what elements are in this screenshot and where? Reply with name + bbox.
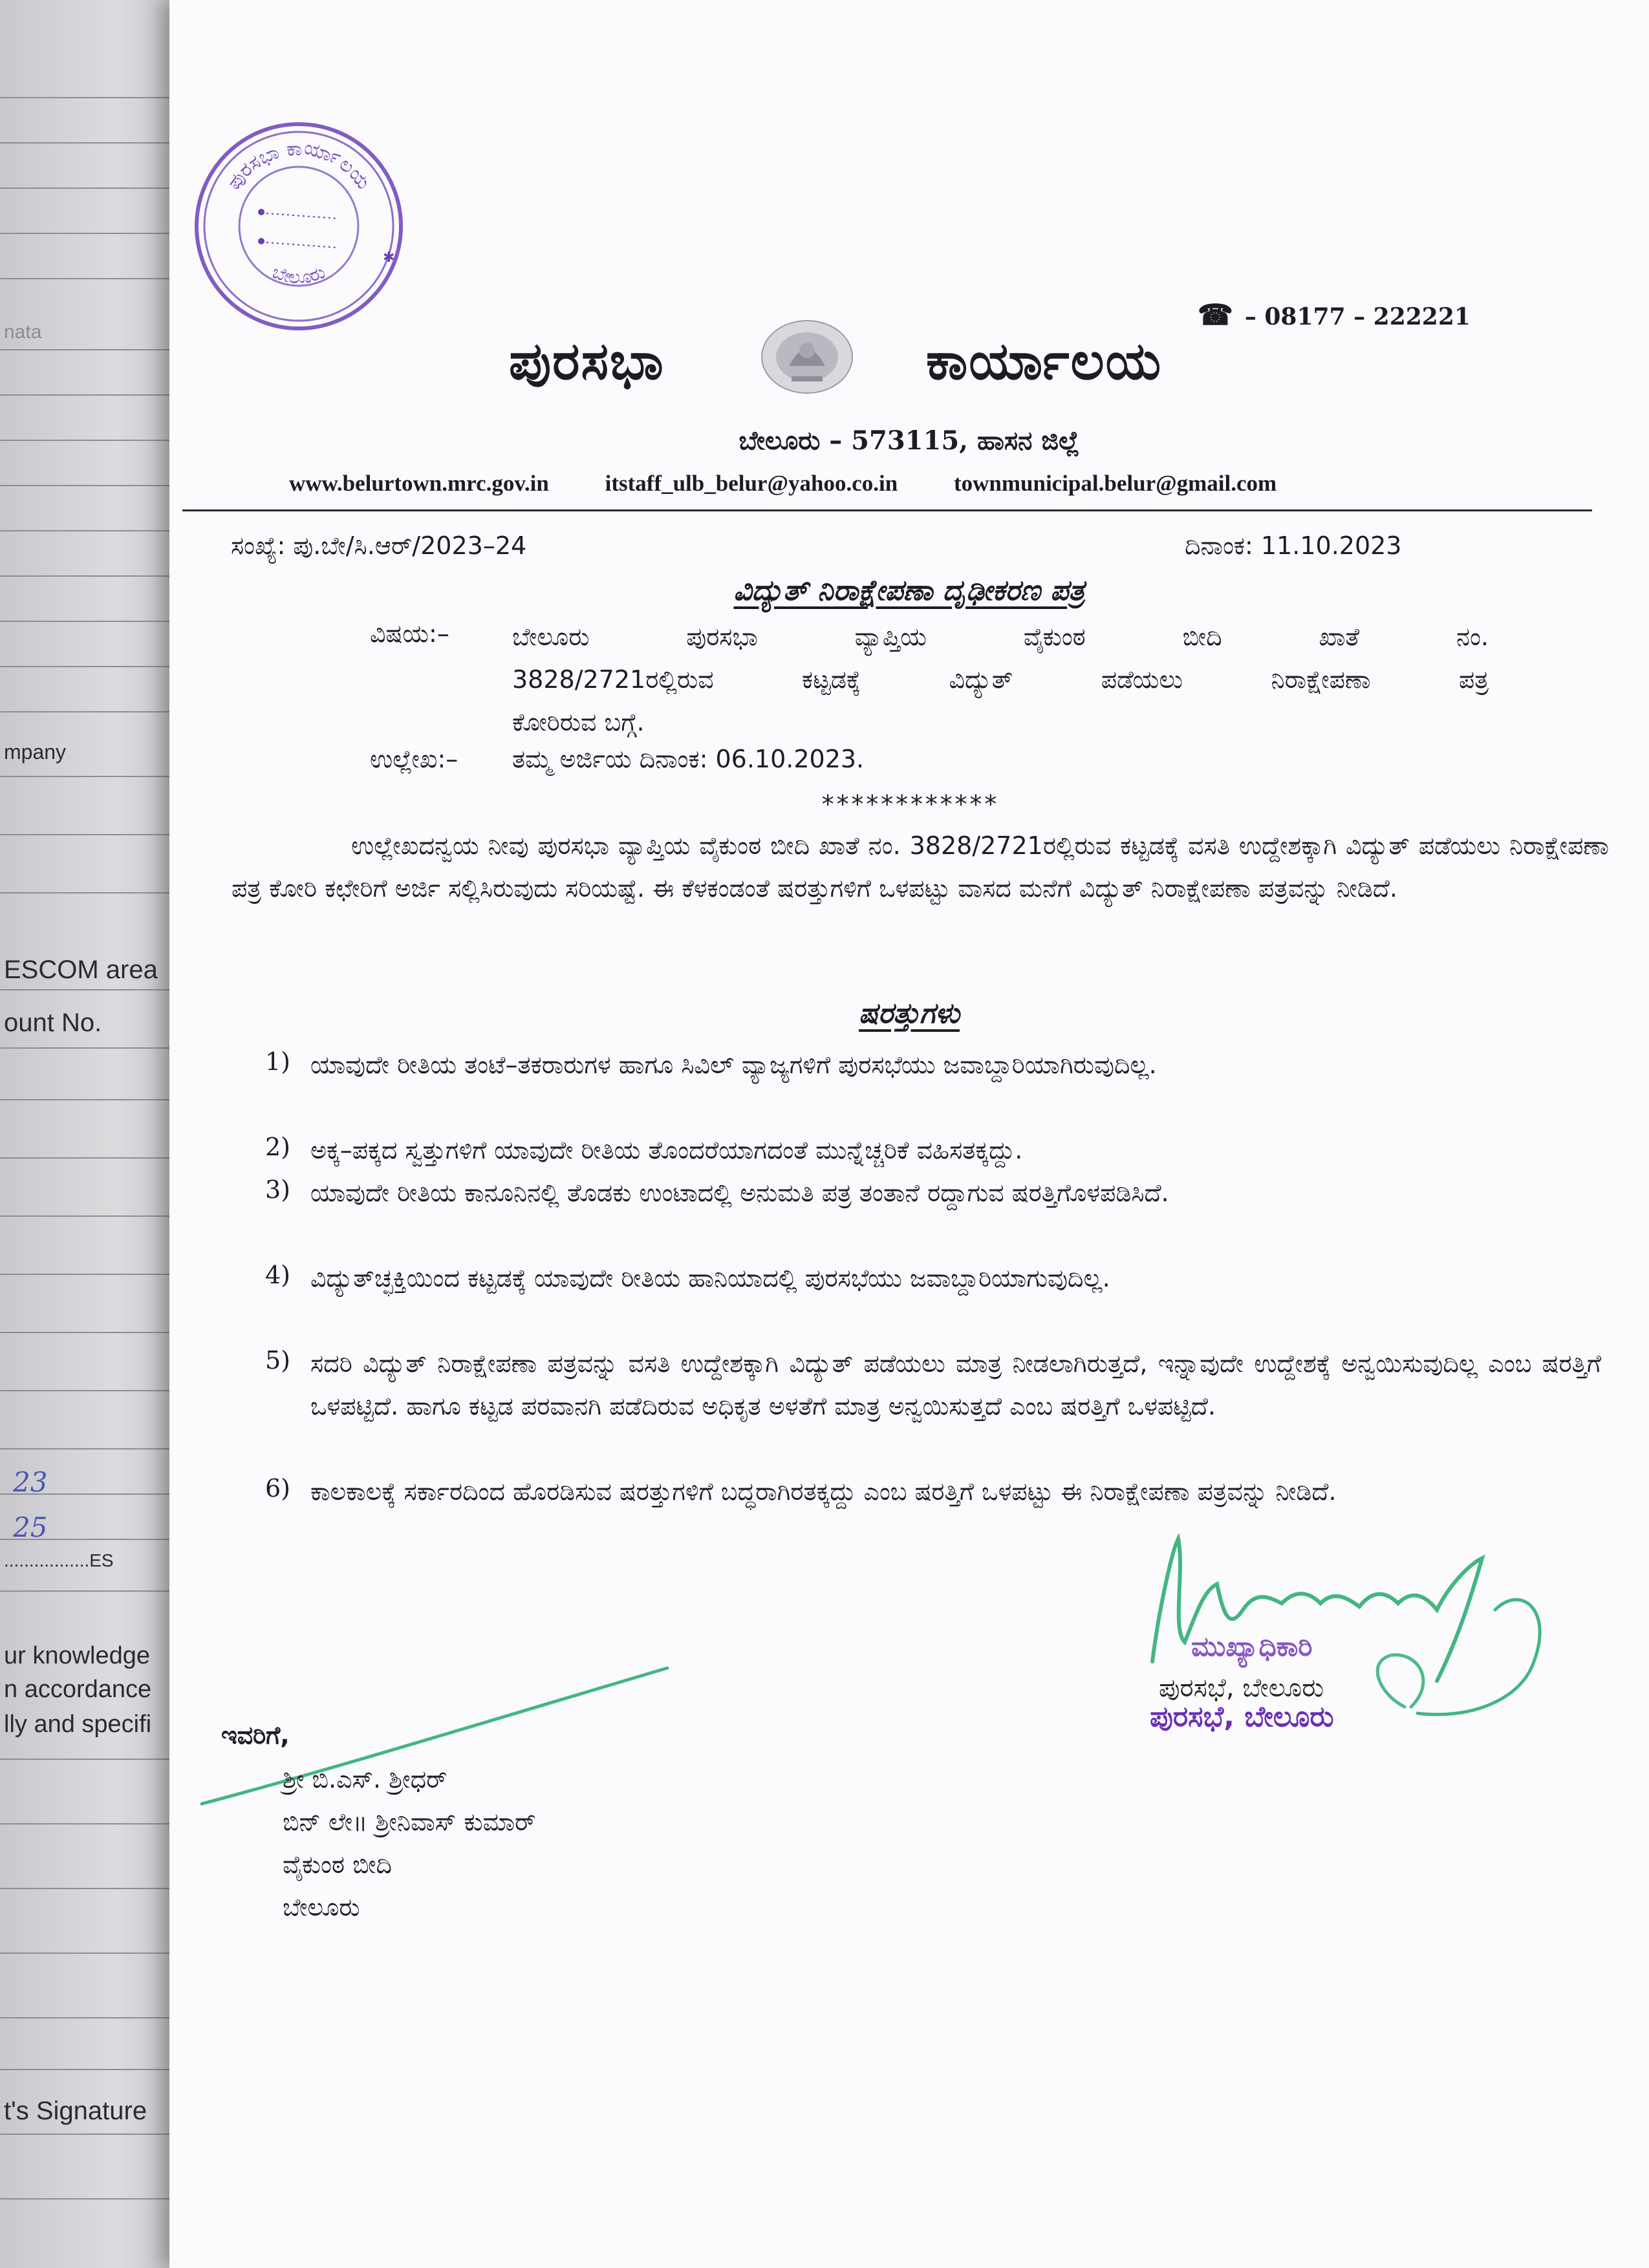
subject-line: ಬೇಲೂರು ಪುರಸಭಾ ವ್ಯಾಪ್ತಿಯ ವೈಕುಂಠ ಬೀದಿ ಖಾತೆ ನಂ. — [512, 623, 1489, 651]
header-divider — [182, 509, 1592, 511]
svg-text:ಪುರಸಭಾ ಕಾರ್ಯಾಲಯ — [222, 136, 374, 194]
conditions-heading: ಷರತ್ತುಗಳು — [859, 997, 960, 1030]
recipient-line: ಶ್ರೀ ಬಿ.ಎಸ್. ಶ್ರೀಧರ್ — [283, 1765, 447, 1793]
telephone-icon: ☎ — [1198, 299, 1233, 332]
condition-text: ಅಕ್ಕ–ಪಕ್ಕದ ಸ್ವತ್ತುಗಳಿಗೆ ಯಾವುದೇ ರೀತಿಯ ತೊಂದರೆಯಾಗದಂತೆ ಮುನ್ನೆಚ್ಚರಿಕೆ ವಹಿಸತಕ್ಕದ್ದು. — [310, 1136, 1023, 1164]
signatory-office-stamp: ಪುರಸಭೆ, ಬೇಲೂರು — [1150, 1700, 1334, 1733]
handwritten-number: 23 — [13, 1466, 48, 1498]
condition-text: ಸದರಿ ವಿದ್ಯುತ್ ನಿರಾಕ್ಷೇಪಣಾ ಪತ್ರವನ್ನು ವಸತಿ ಉದ್ದೇಶಕ್ಕಾಗಿ ವಿದ್ಯುತ್ ಪಡೆಯಲು ಮಾತ್ರ ನೀಡಲಾಗಿರುತ್ತದೆ, ಇನ್ನಾವುದೇ ಉದ್ದೇಶಕ್ಕೆ ಅನ್ವಯಿಸುವುದಿಲ್ಲ ಎಂಬ ಷರತ್ತಿಗೆ ಒಳಪಟ್ಟಿದೆ. ಹಾಗೂ ಕಟ್ಟಡ ಪರವಾನಗಿ ಪಡೆದಿರುವ ಅಧಿಕೃತ ಅಳತೆಗೆ ಮಾತ್ರ ಅನ್ವಯಿಸುತ್ತದೆ ಎಂಬ ಷರತ್ತಿಗೆ ಒಳಪಟ್ಟಿದೆ. — [310, 1349, 1601, 1420]
reference-text: ತಮ್ಮ ಅರ್ಜಿಯ ದಿನಾಂಕ: 06.10.2023. — [512, 745, 865, 773]
subject-line: ಕೋರಿರುವ ಬಗ್ಗೆ. — [512, 708, 645, 736]
recipient-line: ಬಿನ್ ಲೇ॥ ಶ್ರೀನಿವಾಸ್ ಕುಮಾರ್ — [283, 1808, 536, 1836]
sheet-fragment: n accordance — [4, 1676, 152, 1703]
state-emblem-icon — [759, 318, 855, 396]
subject-label: ವಿಷಯ:– — [370, 619, 449, 648]
recipient-label: ಇವರಿಗೆ, — [221, 1721, 290, 1749]
sheet-fragment: nata — [4, 321, 42, 343]
sheet-fragment: ESCOM area — [4, 956, 158, 984]
document-title: ವಿದ್ಯುತ್ ನಿರಾಕ್ಷೇಪಣಾ ದೃಢೀಕರಣ ಪತ್ರ — [733, 574, 1085, 607]
signatory-designation-stamp: ಮುಖ್ಯಾಧಿಕಾರಿ — [1191, 1631, 1313, 1662]
sheet-fragment: mpany — [4, 740, 67, 764]
condition-text: ಕಾಲಕಾಲಕ್ಕೆ ಸರ್ಕಾರದಿಂದ ಹೊರಡಿಸುವ ಷರತ್ತುಗಳಿಗೆ ಬದ್ಧರಾಗಿರತಕ್ಕದ್ದು ಎಂಬ ಷರತ್ತಿಗೆ ಒಳಪಟ್ಟು ಈ ನಿರಾಕ್ಷೇಪಣಾ ಪತ್ರವನ್ನು ನೀಡಿದೆ. — [310, 1477, 1337, 1506]
sheet-fragment: t's Signature — [4, 2097, 147, 2125]
condition-number: 4) — [265, 1261, 291, 1289]
website-link[interactable]: www.belurtown.mrc.gov.in — [289, 471, 549, 496]
condition-text: ಯಾವುದೇ ರೀತಿಯ ಕಾನೂನಿನಲ್ಲಿ ತೊಡಕು ಉಂಟಾದಲ್ಲಿ ಅನುಮತಿ ಪತ್ರ ತಂತಾನೆ ರದ್ದಾಗುವ ಷರತ್ತಿಗೊಳಪಡಿಸಿದೆ. — [310, 1179, 1169, 1207]
handwritten-number: 25 — [13, 1512, 48, 1543]
contact-links — [289, 471, 1327, 497]
sheet-fragment: .................ES — [4, 1550, 114, 1570]
condition-number: 2) — [265, 1133, 291, 1161]
svg-text:ಬೇಲೂರು — [270, 261, 328, 288]
sheet-fragment: ount No. — [4, 1009, 102, 1037]
address-district: ಹಾಸನ ಜಿಲ್ಲೆ — [977, 426, 1080, 456]
condition-text: ಯಾವುದೇ ರೀತಿಯ ತಂಟೆ–ತಕರಾರುಗಳ ಹಾಗೂ ಸಿವಿಲ್ ವ್ಯಾಜ್ಯಗಳಿಗೆ ಪುರಸಭೆಯು ಜವಾಬ್ದಾರಿಯಾಗಿರುವುದಿಲ್ಲ. — [310, 1051, 1157, 1079]
letter-date: ದಿನಾಂಕ: 11.10.2023 — [1185, 531, 1402, 560]
reference-number: ಸಂಖ್ಯೆ: ಪು.ಬೇ/ಸಿ.ಆರ್/2023–24 — [231, 531, 527, 560]
seal-bottom-text: ಬೇಲೂರು — [269, 261, 329, 288]
separator: ************ — [820, 790, 998, 818]
signatory-office: ಪುರಸಭೆ, ಬೇಲೂರು — [1159, 1673, 1324, 1703]
email-link-gmail[interactable]: townmunicipal.belur@gmail.com — [953, 471, 1277, 496]
svg-text:✱: ✱ — [383, 250, 395, 266]
phone-number: ☎ – 08177 – 222221 — [1198, 299, 1471, 332]
office-title-right: ಕಾರ್ಯಾಲಯ — [926, 331, 1163, 391]
address-pincode: 573115, — [851, 425, 969, 456]
office-seal — [189, 116, 409, 336]
sheet-fragment: ur knowledge — [4, 1642, 151, 1669]
condition-number: 5) — [265, 1346, 291, 1375]
reference-label: ಉಲ್ಲೇಖ:– — [370, 745, 458, 773]
body-paragraph: ಉಲ್ಲೇಖದನ್ವಯ ನೀವು ಪುರಸಭಾ ವ್ಯಾಪ್ತಿಯ ವೈಕುಂಠ ಬೀದಿ ಖಾತೆ ನಂ. 3828/2721ರಲ್ಲಿರುವ ಕಟ್ಟಡಕ್ಕೆ ವಸತಿ ಉದ್ದೇಶಕ್ಕಾಗಿ ವಿದ್ಯುತ್ ಪಡೆಯಲು ನಿರಾಕ್ಷೇಪಣಾ ಪತ್ರ ಕೋರಿ ಕಛೇರಿಗೆ ಅರ್ಜಿ ಸಲ್ಲಿಸಿರುವುದು ಸರಿಯಷ್ಟೆ. ಈ ಕೆಳಕಂಡಂತೆ ಷರತ್ತುಗಳಿಗೆ ಒಳಪಟ್ಟು ವಾಸದ ಮನೆಗೆ ವಿದ್ಯುತ್ ನಿರಾಕ್ಷೇಪಣಾ ಪತ್ರವನ್ನು ನೀಡಿದೆ. — [232, 831, 1609, 903]
email-link-yahoo[interactable]: itstaff_ulb_belur@yahoo.co.in — [605, 471, 898, 496]
condition-number: 1) — [265, 1047, 291, 1076]
letter-page — [169, 0, 1649, 2268]
condition-text: ವಿದ್ಯುತ್‌ಚ್ಛಕ್ತಿಯಿಂದ ಕಟ್ಟಡಕ್ಕೆ ಯಾವುದೇ ರೀತಿಯ ಹಾನಿಯಾದಲ್ಲಿ ಪುರಸಭೆಯು ಜವಾಬ್ದಾರಿಯಾಗುವುದಿಲ್ಲ. — [310, 1264, 1110, 1292]
office-address — [169, 425, 1649, 456]
address-town: ಬೇಲೂರು – — [738, 426, 843, 456]
recipient-line: ವೈಕುಂಠ ಬೀದಿ — [283, 1850, 393, 1879]
condition-number: 3) — [265, 1175, 291, 1204]
recipient-line: ಬೇಲೂರು — [283, 1893, 360, 1921]
background-sheet — [0, 0, 194, 2268]
seal-ring-text: ಪುರಸಭಾ ಕಾರ್ಯಾಲಯ — [222, 136, 375, 194]
sheet-fragment: lly and specifi — [4, 1711, 152, 1738]
condition-number: 6) — [265, 1474, 291, 1503]
office-title-left: ಪುರಸಭಾ — [509, 331, 665, 391]
subject-line: 3828/2721ರಲ್ಲಿರುವ ಕಟ್ಟಡಕ್ಕೆ ವಿದ್ಯುತ್ ಪಡೆಯಲು ನಿರಾಕ್ಷೇಪಣಾ ಪತ್ರ — [512, 665, 1489, 694]
